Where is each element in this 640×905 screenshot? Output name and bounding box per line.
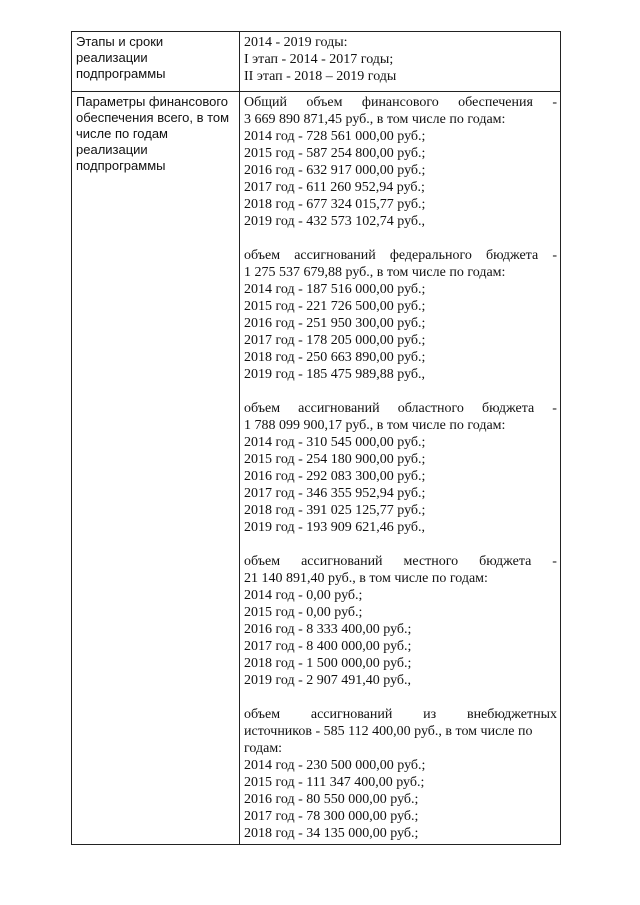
regional-budget-sum: 1 788 099 900,17 руб., в том числе по годам:	[244, 418, 506, 433]
finance-value	[240, 92, 561, 845]
year-amount: 2015 год - 221 726 500,00 руб.;	[244, 299, 426, 314]
spacer	[244, 689, 557, 706]
year-amount: 2016 год - 8 333 400,00 руб.;	[244, 622, 412, 637]
stages-line: I этап - 2014 - 2017 годы;	[244, 52, 394, 67]
stages-line: II этап - 2018 – 2019 годы	[244, 69, 397, 84]
year-amount: 2016 год - 80 550 000,00 руб.;	[244, 792, 419, 807]
year-amount: 2019 год - 432 573 102,74 руб.,	[244, 214, 426, 229]
heading-word: ассигнований	[294, 248, 376, 263]
heading-word: местного	[403, 554, 459, 569]
spacer	[244, 230, 557, 247]
heading-word: федерального	[389, 248, 472, 263]
regional-budget-heading	[244, 400, 557, 417]
heading-word: объем	[244, 554, 281, 569]
offbudget-sources-block	[244, 706, 557, 842]
federal-budget-sum: 1 275 537 679,88 руб., в том числе по годам:	[244, 265, 506, 280]
regional-budget-block	[244, 400, 557, 536]
year-amount: 2016 год - 632 917 000,00 руб.;	[244, 163, 426, 178]
heading-word: объем	[244, 707, 281, 722]
year-amount: 2016 год - 251 950 300,00 руб.;	[244, 316, 426, 331]
heading-word: объем	[306, 95, 343, 110]
spacer	[244, 536, 557, 553]
offbudget-sources-sum: источников - 585 112 400,00 руб., в том числе по	[244, 724, 533, 739]
table-row-stages	[72, 32, 561, 92]
heading-word: бюджета	[482, 401, 535, 416]
year-amount: 2015 год - 0,00 руб.;	[244, 605, 363, 620]
federal-budget-block	[244, 247, 557, 383]
stages-label: Этапы и сроки реализации подпрограммы	[72, 32, 240, 92]
year-amount: 2014 год - 187 516 000,00 руб.;	[244, 282, 426, 297]
finance-label: Параметры финансового обеспечения всего, в том числе по годам реализации подпрограммы	[72, 92, 240, 845]
spacer	[244, 383, 557, 400]
heading-word: ассигнований	[301, 554, 383, 569]
heading-word: ассигнований	[310, 707, 393, 722]
heading-word: объем	[244, 248, 281, 263]
heading-word: -	[552, 401, 557, 416]
year-amount: 2018 год - 250 663 890,00 руб.;	[244, 350, 426, 365]
year-amount: 2015 год - 254 180 900,00 руб.;	[244, 452, 426, 467]
heading-word: -	[552, 248, 557, 263]
local-budget-heading	[244, 553, 557, 570]
year-amount: 2018 год - 1 500 000,00 руб.;	[244, 656, 412, 671]
year-amount: 2018 год - 34 135 000,00 руб.;	[244, 826, 419, 841]
year-amount: 2018 год - 391 025 125,77 руб.;	[244, 503, 426, 518]
heading-word: областного	[397, 401, 464, 416]
table-row-finance	[72, 92, 561, 845]
offbudget-sources-sum-cont: годам:	[244, 741, 283, 756]
total-funding-sum: 3 669 890 871,45 руб., в том числе по годам:	[244, 112, 506, 127]
year-amount: 2017 год - 611 260 952,94 руб.;	[244, 180, 425, 195]
year-amount: 2019 год - 193 909 621,46 руб.,	[244, 520, 426, 535]
year-amount: 2019 год - 2 907 491,40 руб.,	[244, 673, 412, 688]
heading-word: бюджета	[479, 554, 532, 569]
heading-word: финансового	[361, 95, 439, 110]
year-amount: 2018 год - 677 324 015,77 руб.;	[244, 197, 426, 212]
heading-word: -	[552, 554, 557, 569]
federal-budget-heading	[244, 247, 557, 264]
heading-word: Общий	[244, 95, 287, 110]
year-amount: 2014 год - 728 561 000,00 руб.;	[244, 129, 426, 144]
year-amount: 2015 год - 587 254 800,00 руб.;	[244, 146, 426, 161]
heading-word: из	[423, 707, 437, 722]
local-budget-sum: 21 140 891,40 руб., в том числе по годам:	[244, 571, 488, 586]
heading-word: бюджета	[485, 248, 539, 263]
year-amount: 2017 год - 78 300 000,00 руб.;	[244, 809, 419, 824]
local-budget-block	[244, 553, 557, 689]
heading-word: внебюджетных	[466, 707, 557, 722]
subprogram-passport-table	[71, 31, 561, 845]
stages-value	[240, 32, 561, 92]
heading-word: ассигнований	[298, 401, 380, 416]
stages-line: 2014 - 2019 годы:	[244, 35, 348, 50]
offbudget-sources-heading	[244, 706, 557, 723]
year-amount: 2014 год - 230 500 000,00 руб.;	[244, 758, 426, 773]
year-amount: 2015 год - 111 347 400,00 руб.;	[244, 775, 425, 790]
year-amount: 2016 год - 292 083 300,00 руб.;	[244, 469, 426, 484]
year-amount: 2017 год - 8 400 000,00 руб.;	[244, 639, 412, 654]
total-funding-block	[244, 94, 557, 230]
year-amount: 2019 год - 185 475 989,88 руб.,	[244, 367, 426, 382]
year-amount: 2017 год - 346 355 952,94 руб.;	[244, 486, 426, 501]
year-amount: 2014 год - 0,00 руб.;	[244, 588, 363, 603]
heading-word: -	[552, 95, 557, 110]
year-amount: 2017 год - 178 205 000,00 руб.;	[244, 333, 426, 348]
total-funding-heading	[244, 94, 557, 111]
year-amount: 2014 год - 310 545 000,00 руб.;	[244, 435, 426, 450]
heading-word: обеспечения	[458, 95, 533, 110]
heading-word: объем	[244, 401, 281, 416]
